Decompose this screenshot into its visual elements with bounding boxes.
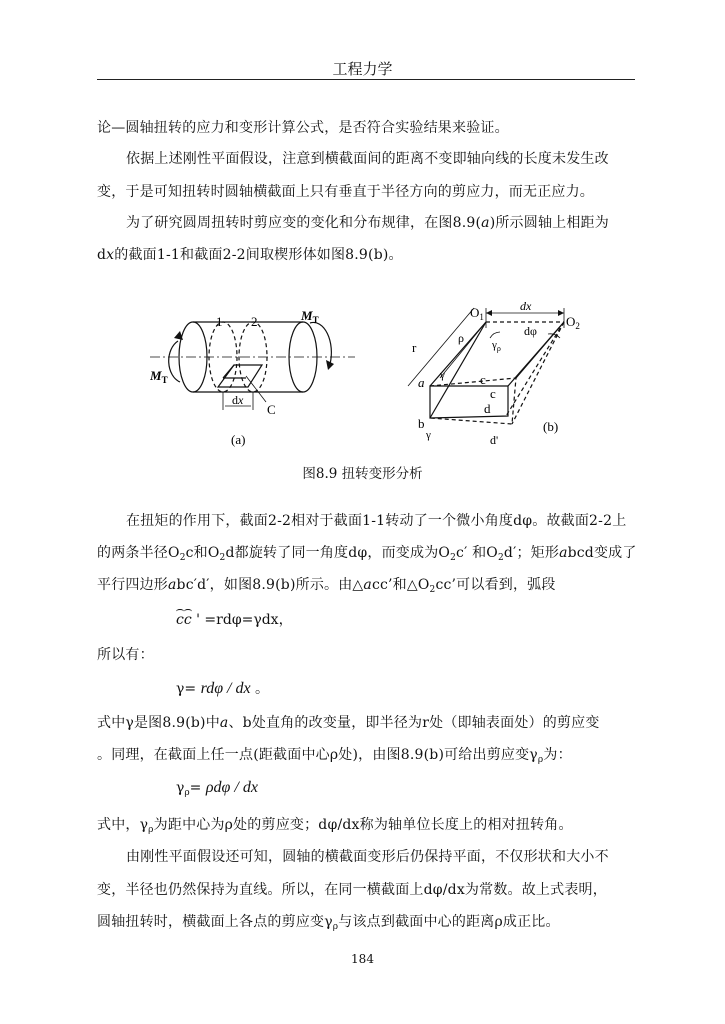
label-dx-b: dx [520, 299, 532, 313]
running-header: 工程力学 [332, 60, 393, 78]
figure-caption: 图8.9 扭转变形分析 [302, 466, 423, 482]
text-run: O [470, 305, 480, 320]
gamma-rho-arc [490, 332, 500, 338]
paragraph-1-line-1: 论—圆轴扭转的应力和变形计算公式，是否符合实验结果来验证。 [97, 120, 509, 136]
text-run: M [301, 308, 313, 323]
text-run: 圆轴扭转时，横截面上各点的剪应变γ [97, 914, 333, 930]
label-section-2: 2 [251, 314, 258, 329]
paragraph-4-line-2 [97, 543, 637, 563]
arc-symbol-c: c [176, 612, 184, 628]
label-caption-a: (a) [231, 432, 246, 447]
text-run: d [97, 247, 107, 263]
suoyi-line: 所以有： [97, 647, 154, 663]
text-run: d都旋转了同一角度dφ，而变成为O [225, 545, 451, 561]
text-run-subscript: 2 [179, 553, 186, 563]
text-run-subscript: 1 [479, 312, 484, 322]
text-run: 为了研究圆周扭转时剪应变的变化和分布规律，在图8.9( [126, 215, 482, 231]
figure-8-9 [150, 298, 590, 458]
text-run: 平行四边形 [97, 577, 168, 593]
label-d: d [484, 401, 491, 416]
label-r: r [412, 340, 417, 355]
text-run: c′ 和O [456, 545, 498, 561]
text-run: 的截面1-1和截面2-2间取楔形体如图8.9(b)。 [114, 247, 403, 263]
label-gamma-top: γ [440, 369, 445, 381]
text-run: 。同理，在截面上任一点(距截面中心ρ处)，由图8.9(b)可给出剪应变γ [97, 747, 538, 763]
formula-gamma-rho [176, 779, 258, 797]
header-rule [97, 79, 635, 80]
formula-lhs: γ [176, 780, 185, 796]
text-run-subscript: 2 [497, 553, 504, 563]
left-torque-arc [169, 341, 180, 382]
paragraph-2-line-1: 依据上述刚性平面假设，注意到横截面间的距离不变即轴向线的长度未发生改 [126, 151, 609, 167]
rectangle-abcd [430, 386, 508, 418]
text-run: cc’和△O [371, 577, 430, 593]
arc-symbol-c-prime: c [183, 612, 192, 628]
label-c: c [480, 372, 486, 387]
text-run-italic: a [363, 577, 372, 593]
text-run-italic: a [559, 545, 568, 561]
text-run: γ [492, 339, 497, 351]
text-run-subscript: T [161, 375, 168, 385]
text-run-subscript: ρ [148, 825, 154, 835]
label-dphi: dφ [524, 324, 537, 338]
formula-gamma [176, 678, 269, 698]
paragraph-7-line-3 [97, 912, 637, 932]
paragraph-2-line-2: 变，于是可知扭转时圆轴横截面上只有垂直于半径方向的剪应力，而无正应力。 [97, 184, 594, 200]
text-run-subscript: T [312, 315, 319, 325]
paragraph-3-line-2 [97, 245, 637, 265]
text-run: O [566, 314, 576, 329]
text-run: d′；矩形 [503, 545, 560, 561]
paragraph-3-line-1 [126, 213, 666, 233]
label-rho: ρ [458, 331, 464, 345]
text-run-italic: a [481, 215, 490, 231]
text-run: d [232, 393, 238, 407]
text-run: 式中γ是图8.9(b)中 [97, 715, 220, 731]
label-dx-a [232, 393, 244, 407]
paragraph-6-line-1 [97, 815, 637, 835]
label-torque-right [300, 308, 319, 325]
text-run: 与该点到截面中心的距离ρ成正比。 [338, 914, 560, 930]
formula-rhs: rdφ / dx [200, 680, 251, 697]
label-O2 [566, 314, 580, 331]
formula-eq: = [189, 780, 206, 796]
paragraph-5-line-1 [97, 713, 637, 733]
text-run-italic: a [219, 715, 229, 731]
label-b: b [418, 416, 425, 431]
text-run: 式中，γ [97, 817, 149, 833]
formula-lhs: γ= [176, 681, 201, 697]
text-run: cc’可以看到，弧段 [435, 577, 556, 593]
text-run-subscript: 2 [429, 585, 436, 595]
text-run: 为： [543, 747, 572, 763]
text-run: 的两条半径O [97, 545, 180, 561]
formula-subscript: ρ [184, 788, 190, 798]
text-run-italic: a [168, 577, 177, 593]
formula-arc-length [176, 609, 293, 629]
text-run-italic: x [238, 393, 244, 407]
paragraph-5-line-2 [97, 745, 637, 765]
label-caption-b: (b) [543, 419, 559, 434]
label-section-1: 1 [216, 314, 223, 329]
text-run: bcd变成了 [567, 545, 637, 561]
label-gamma-rho [491, 339, 501, 353]
text-run: bc′d′，如图8.9(b)所示。由△ [176, 577, 364, 593]
text-run-subscript: ρ [332, 922, 339, 932]
paragraph-7-line-2: 变，半径也仍然保持为直线。所以，在同一横截面上dφ/dx为常数。故上式表明， [97, 882, 607, 898]
text-run-subscript: 2 [575, 321, 580, 331]
text-run-subscript: ρ [537, 755, 544, 765]
text-run: M [150, 368, 162, 383]
paragraph-7-line-1: 由刚性平面假设还可知，圆轴的横截面变形后仍保持平面，不仅形状和大小不 [126, 849, 609, 865]
text-run: c和O [185, 545, 220, 561]
text-run-subscript: 2 [450, 553, 457, 563]
label-c-prime: c [490, 386, 496, 401]
text-run-subscript: 2 [219, 553, 226, 563]
label-O1 [470, 305, 484, 322]
label-torque-left [150, 368, 168, 385]
right-torque-arc [310, 322, 331, 364]
text-run-italic: x [106, 247, 115, 263]
text-run-subscript: ρ [496, 344, 501, 353]
label-d-prime: d' [490, 433, 499, 447]
page-number: 184 [351, 952, 374, 966]
text-run: )所示圆轴上相距为 [489, 215, 609, 231]
label-a: a [418, 375, 425, 390]
wedge-side-line [223, 365, 234, 378]
dx-right-arrowhead [558, 310, 564, 316]
text-run: 、b处直角的改变量，即半径为r处（即轴表面处）的剪应变 [228, 715, 600, 731]
paragraph-4-line-1: 在扭矩的作用下，截面2-2相对于截面1-1转动了一个微小角度dφ。故截面2-2上 [126, 513, 627, 529]
formula-rest: ' =rdφ=γdx， [191, 612, 293, 628]
formula-rhs: ρdφ / dx [205, 779, 258, 796]
label-C: C [267, 402, 276, 417]
formula-end: 。 [250, 681, 270, 697]
label-gamma-bottom: γ [426, 429, 431, 441]
dx-left-arrowhead [486, 310, 492, 316]
text-run: 为距中心为ρ处的剪应变；dφ/dx称为轴单位长度上的相对扭转角。 [153, 817, 573, 833]
paragraph-4-line-3 [97, 575, 637, 595]
